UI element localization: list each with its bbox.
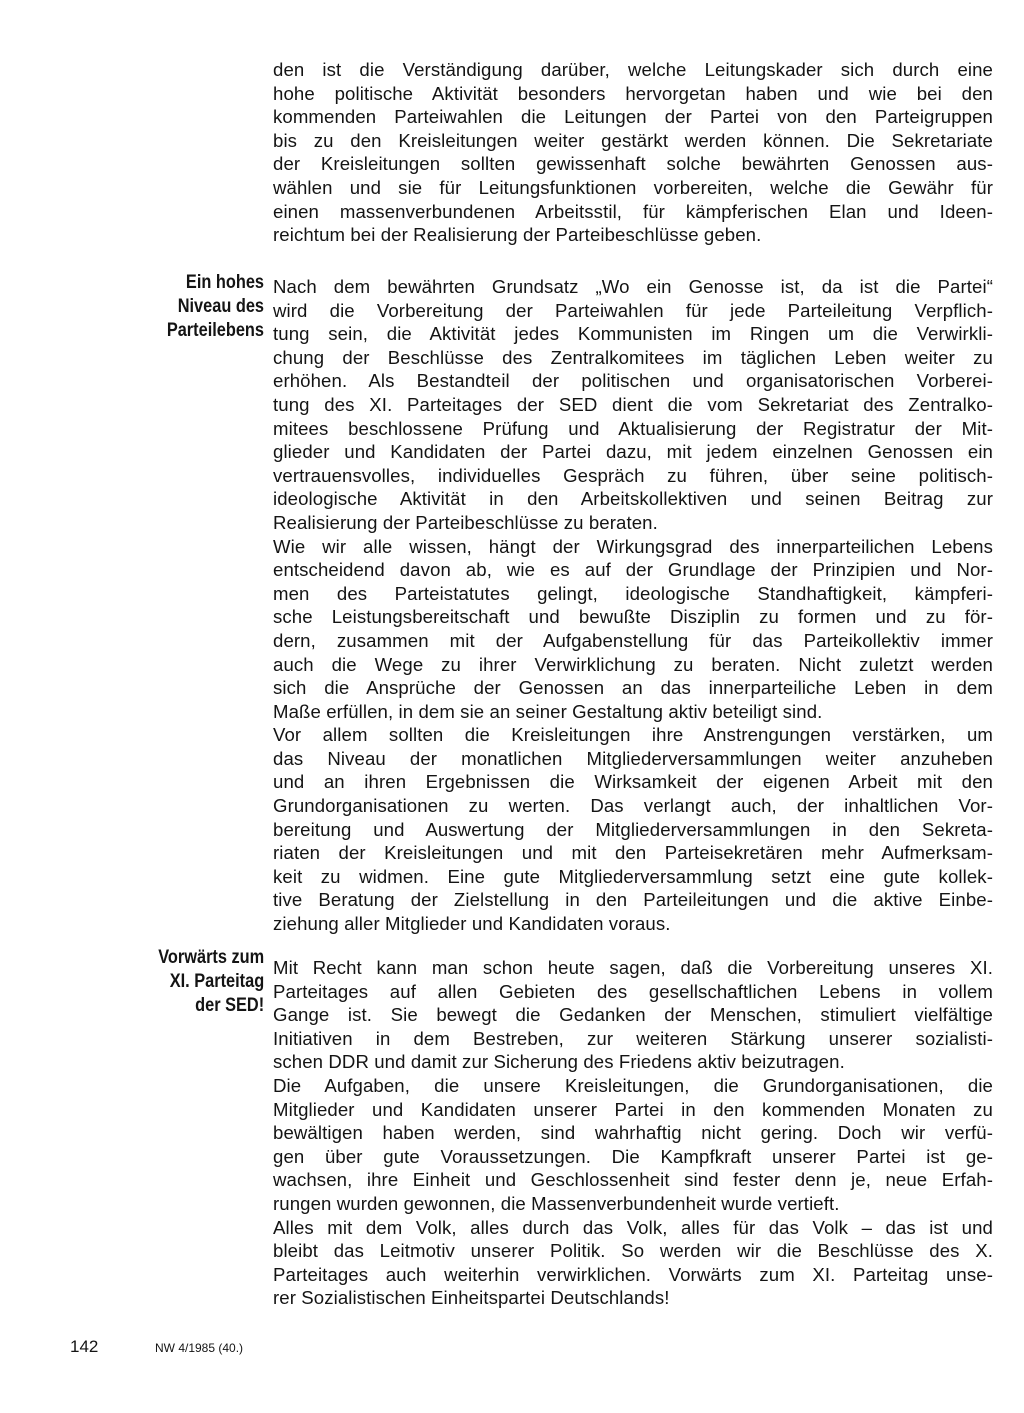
section-heading-niveau (167, 271, 264, 343)
text-line: Wie wir alle wissen, hängt der Wirkungsgrad des innerparteilichen Lebens (273, 535, 993, 557)
text-line: wählen und sie für Leitungsfunktionen vorbereiten, welche die Gewähr für (273, 176, 993, 198)
text-line: und an ihren Ergebnissen die Wirksamkeit der eigenen Arbeit mit den (273, 771, 993, 793)
text-line: bereitung und Auswertung der Mitgliederversammlungen in den Sekreta- (273, 818, 993, 840)
heading-line: Parteilebens (166, 320, 264, 341)
text-line: vertrauensvolles, individuelles Gespräch zu führen, über seine politisch- (273, 464, 993, 486)
text-line: glieder und Kandidaten der Partei dazu, mit jedem einzelnen Genossen ein (273, 441, 993, 463)
text-line: Maße erfüllen, in dem sie an seiner Gestaltung aktiv beteiligt sind. (273, 700, 823, 722)
text-line: Initiativen in dem Bestreben, zur weiteren Stärkung unserer sozialisti- (273, 1027, 993, 1049)
text-line: bewältigen haben werden, sind wahrhaftig nicht gering. Doch wir verfü- (273, 1122, 993, 1144)
text-line: ziehung aller Mitglieder und Kandidaten voraus. (273, 913, 671, 935)
text-line: Nach dem bewährten Grundsatz „Wo ein Genosse ist, da ist die Partei“ (273, 276, 993, 297)
text-line: Vor allem sollten die Kreisleitungen ihre Anstrengungen verstärken, um (273, 724, 993, 746)
text-line: den ist die Verständigung darüber, welche Leitungskader sich durch eine (273, 59, 993, 80)
niveau-section-body (273, 275, 993, 936)
text-line: sich die Ansprüche der Genossen an das innerparteiliche Leben in dem (273, 677, 993, 699)
text-line: schen DDR und damit zur Sicherung des Friedens aktiv beizutragen. (273, 1051, 845, 1073)
text-line: bis zu den Kreisleitungen weiter gestärkt werden können. Die Sekretariate (273, 129, 993, 151)
text-line: Realisierung der Parteibeschlüsse zu beraten. (273, 511, 658, 533)
text-line: einen massenverbundenen Arbeitsstil, für kämpferischen Elan und Ideen- (273, 200, 993, 222)
text-line: rungen wurden gewonnen, die Massenverbundenheit wurde vertieft. (273, 1192, 840, 1214)
heading-line: Vorwärts zum (158, 947, 264, 968)
text-line: der Kreisleitungen sollten gewissenhaft solche bewährten Genossen aus- (273, 153, 993, 175)
text-line: Parteitages auch weiterhin verwirklichen. Vorwärts zum XI. Parteitag unse- (273, 1263, 993, 1285)
heading-line: Niveau des (177, 296, 264, 317)
text-line: ideologische Aktivität in den Arbeitskollektiven und seinen Beitrag zur (273, 488, 993, 510)
text-line: tive Beratung der Zielstellung in den Parteileitungen und die aktive Einbe- (273, 889, 993, 911)
text-line: dern, zusammen mit der Aufgabenstellung für das Parteikollektiv immer (273, 629, 993, 651)
heading-line: XI. Parteitag (169, 971, 264, 992)
text-line: riaten der Kreisleitungen und mit den Parteisekretären mehr Aufmerksam- (273, 842, 993, 864)
text-line: tung des XI. Parteitages der SED dient die vom Sekretariat des Zentralko- (273, 393, 993, 415)
text-line: wird die Vorbereitung der Parteiwahlen für jede Parteileitung Verpflich- (273, 299, 993, 321)
text-line: chung der Beschlüsse des Zentralkomitees im täglichen Leben weiter zu (273, 346, 993, 368)
text-line: sche Leistungsbereitschaft und bewußte Disziplin zu formen und zu för- (273, 606, 993, 628)
text-line: Mitglieder und Kandidaten unserer Partei in den kommenden Monaten zu (273, 1098, 993, 1120)
text-line: Gange ist. Sie bewegt die Gedanken der Menschen, stimuliert vielfältige (273, 1004, 993, 1026)
page-number: 142 (70, 1337, 99, 1356)
text-line: Alles mit dem Volk, alles durch das Volk, alles für das Volk – das ist und (273, 1216, 993, 1238)
text-line: entscheidend davon ab, wie es auf der Grundlage der Prinzipien und Nor- (273, 559, 993, 581)
text-line: keit zu widmen. Eine gute Mitgliederversammlung setzt eine gute kollek- (273, 865, 993, 887)
vorwaerts-section-body (273, 956, 993, 1310)
text-line: auch die Wege zu ihrer Verwirklichung zu beraten. Nicht zuletzt werden (273, 653, 993, 675)
intro-paragraph (273, 58, 993, 247)
text-line: bleibt das Leitmotiv unserer Politik. So werden wir die Beschlüsse des X. (273, 1240, 993, 1262)
text-line: wachsen, ihre Einheit und Geschlossenheit sind fester denn je, neue Erfah- (273, 1169, 993, 1191)
text-line: rer Sozialistischen Einheitspartei Deutschlands! (273, 1287, 670, 1309)
text-line: tung sein, die Aktivität jedes Kommunisten im Ringen um die Verwirkli- (273, 323, 993, 345)
text-line: Parteitages auf allen Gebieten des gesellschaftlichen Lebens in vollem (273, 980, 993, 1002)
text-line: kommenden Parteiwahlen die Leitungen der Partei von den Parteigruppen (273, 106, 993, 128)
text-line: Mit Recht kann man schon heute sagen, daß die Vorbereitung unseres XI. (273, 957, 993, 978)
section-heading-vorwaerts (158, 946, 264, 1018)
text-line: reichtum bei der Realisierung der Parteibeschlüsse geben. (273, 224, 762, 246)
text-line: mitees beschlossene Prüfung und Aktualisierung der Registratur der Mit- (273, 417, 993, 439)
text-line: erhöhen. Als Bestandteil der politischen und organisatorischen Vorberei- (273, 370, 993, 392)
text-line: das Niveau der monatlichen Mitgliederversammlungen weiter anzuheben (273, 747, 993, 769)
text-line: hohe politische Aktivität besonders hervorgetan haben und wie bei den (273, 82, 993, 104)
issue-reference: NW 4/1985 (40.) (155, 1341, 244, 1355)
text-line: Grundorganisationen zu werten. Das verlangt auch, der inhaltlichen Vor- (273, 795, 993, 817)
text-line: gen über gute Voraussetzungen. Die Kampfkraft unserer Partei ist ge- (273, 1145, 993, 1167)
text-line: Die Aufgaben, die unsere Kreisleitungen, die Grundorganisationen, die (273, 1074, 993, 1096)
heading-line: Ein hohes (185, 272, 264, 293)
heading-line: der SED! (194, 995, 264, 1016)
text-line: men des Parteistatutes gelingt, ideologische Standhaftigkeit, kämpferi- (273, 582, 993, 604)
